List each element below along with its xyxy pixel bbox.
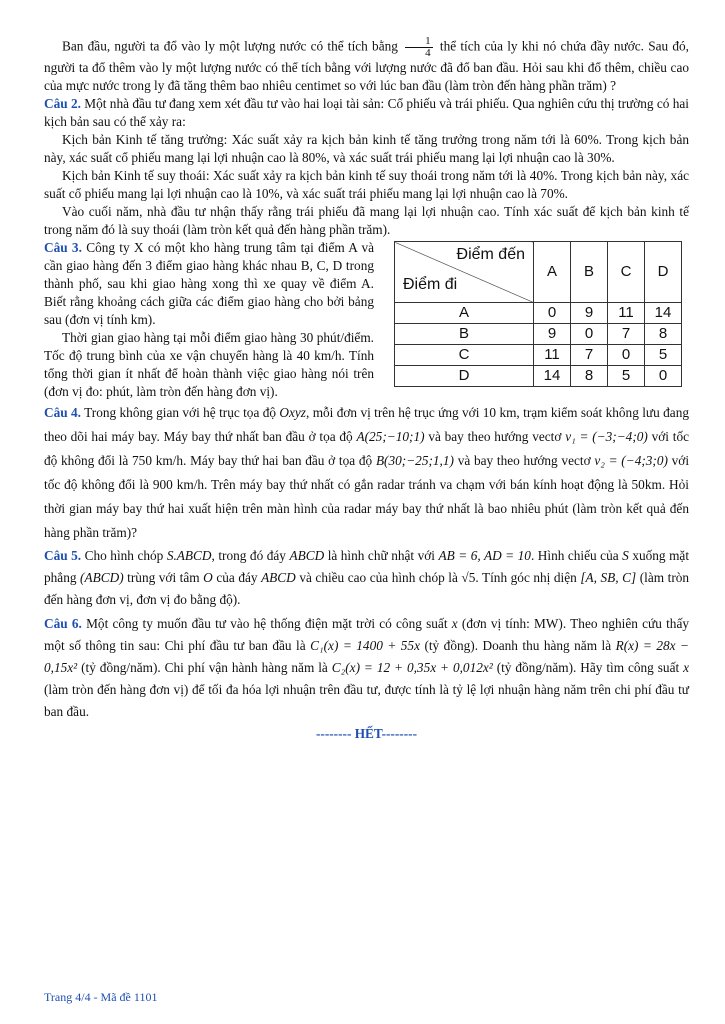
col-header-a: A bbox=[534, 242, 571, 303]
scenario-recession: Kịch bản Kinh tế suy thoái: Xác suất xảy ra kịch bản kinh tế suy thoái trong năm tới là 40%. Trong kịch bản này, xác suất cổ phiếu mang lại lợi nhuận cao là 10%, và xác suất trái phiếu mang lại lợi nhuận cao là 70%. bbox=[44, 168, 689, 201]
q4-text: và bay theo hướng vectơ bbox=[457, 453, 591, 468]
intro-paragraph bbox=[44, 36, 689, 95]
q5-text: Cho hình chóp bbox=[84, 548, 164, 563]
table-row bbox=[395, 324, 682, 345]
row-header-b: B bbox=[395, 324, 534, 345]
page-content bbox=[44, 36, 689, 743]
table-row bbox=[395, 345, 682, 366]
question-3-ask: Thời gian giao hàng tại mỗi điểm giao hàng 30 phút/điểm. Tốc độ trung bình của xe vận chuyển hàng là 40 km/h. Tính tổng thời gian ít nhất để hoàn thành việc giao hàng nói trên (đơn vị đo: phút, làm tròn đến hàng đơn vị). bbox=[44, 330, 374, 399]
q5-text: . Hình chiếu của bbox=[530, 548, 619, 563]
math-apex: S bbox=[622, 548, 629, 563]
q5-text: xuống mặt phẳng bbox=[44, 548, 690, 585]
table-cell: 14 bbox=[534, 366, 571, 387]
distance-table bbox=[394, 241, 682, 387]
fraction-denominator: 4 bbox=[425, 47, 431, 59]
table-cell: 0 bbox=[534, 303, 571, 324]
q5-text: , trong đó đáy bbox=[211, 548, 286, 563]
col-header-c: C bbox=[608, 242, 645, 303]
math-revenue: R(x) = 28x − 0,15x² bbox=[44, 638, 690, 675]
table-cell: 5 bbox=[608, 366, 645, 387]
math-c2: C₂(x) = 12 + 0,35x + 0,012x² bbox=[331, 660, 493, 675]
scenario-growth: Kịch bản Kinh tế tăng trưởng: Xác suất xảy ra kịch bản kinh tế tăng trưởng trong năm tới là 60%. Trong kịch bản này, xác suất cổ phiếu mang lại lợi nhuận cao là 80%, và xác suất trái phiếu mang lại lợi nhuận cao là 30%. bbox=[44, 132, 689, 165]
q6-text: (làm tròn đến hàng đơn vị) để tối đa hóa lợi nhuận trên đầu tư, được tính là tỷ lệ lợi nhuận hàng năm trên chi phí đầu tư ban đầu. bbox=[44, 682, 689, 719]
question-3-block bbox=[44, 239, 689, 401]
question-3 bbox=[44, 239, 374, 329]
question-4-label: Câu 4. bbox=[44, 405, 81, 420]
question-5 bbox=[44, 545, 689, 611]
q4-text: Trong không gian với hệ trục tọa độ bbox=[84, 405, 277, 420]
question-2-label: Câu 2. bbox=[44, 96, 81, 111]
table-cell: 9 bbox=[571, 303, 608, 324]
q4-text: và bay theo hướng vectơ bbox=[428, 429, 562, 444]
math-vector-v2: v₂ = (−4;3;0) bbox=[594, 453, 668, 468]
q6-text: (tỷ đồng/năm). Chi phí vận hành hàng năm là bbox=[81, 660, 328, 675]
page-footer: Trang 4/4 - Mã đề 1101 bbox=[44, 990, 158, 1004]
q5-text: . Tính góc nhị diện bbox=[475, 570, 577, 585]
q6-text: (đơn vị tính: MW). Theo nghiên cứu thấy một số thông tin sau: Chi phí đầu tư ban đầu là bbox=[44, 616, 690, 653]
intro-text-b: thể tích của ly khi nó chứa đầy nước. Sau đó, người ta đổ thêm vào ly một lượng nước có thể tích bằng với lượng nước đã đổ ban đầu. Hỏi sau khi đổ thêm, chiều cao của mực nước trong ly đã tăng thêm bao nhiêu centimet so với lúc ban đầu (làm tròn đến hàng phần trăm) ? bbox=[44, 38, 689, 93]
table-row bbox=[395, 303, 682, 324]
table-cell: 8 bbox=[571, 366, 608, 387]
q6-text: (tỷ đồng/năm). Hãy tìm công suất bbox=[496, 660, 680, 675]
question-5-label: Câu 5. bbox=[44, 548, 82, 563]
q5-text: và chiều cao của hình chóp là bbox=[299, 570, 458, 585]
table-cell: 11 bbox=[534, 345, 571, 366]
table-cell: 7 bbox=[608, 324, 645, 345]
math-base: ABCD bbox=[261, 570, 296, 585]
math-x: x bbox=[683, 660, 690, 675]
table-cell: 9 bbox=[534, 324, 571, 345]
table-cell: 0 bbox=[571, 324, 608, 345]
row-header-a: A bbox=[395, 303, 534, 324]
question-6 bbox=[44, 613, 689, 723]
row-header-d: D bbox=[395, 366, 534, 387]
math-pyramid: S.ABCD bbox=[166, 548, 212, 563]
question-4 bbox=[44, 401, 689, 545]
q6-text: Một công ty muốn đầu tư vào hệ thống điện mặt trời có công suất bbox=[86, 616, 448, 631]
question-3-label: Câu 3. bbox=[44, 240, 82, 255]
table-cell: 11 bbox=[608, 303, 645, 324]
table-row bbox=[395, 366, 682, 387]
question-3-text-column bbox=[44, 239, 374, 401]
math-point-a: A(25;−10;1) bbox=[356, 429, 425, 444]
question-6-label: Câu 6. bbox=[44, 616, 82, 631]
math-center: O bbox=[203, 570, 213, 585]
question-2-text: Một nhà đầu tư đang xem xét đầu tư vào hai loại tài sản: Cổ phiếu và trái phiếu. Qua nghiên cứu thị trường có hai kịch bản sau có thể xảy ra: bbox=[44, 96, 689, 129]
col-header-d: D bbox=[645, 242, 682, 303]
table-cell: 8 bbox=[645, 324, 682, 345]
fraction-one-quarter bbox=[405, 36, 433, 59]
question-2-ask: Vào cuối năm, nhà đầu tư nhận thấy rằng trái phiếu đã mang lại lợi nhuận cao. Tính xác suất để kịch bản kinh tế trong năm đó là suy thoái (làm tròn kết quả đến hàng phần trăm). bbox=[44, 204, 689, 237]
q4-text: với tốc độ không đổi là 900 km/h. Trên máy bay thứ nhất có gắn radar tránh va chạm với bán kính hoạt động là 50km. Hỏi thời gian máy bay thứ hai xuất hiện trên màn hình của radar máy bay thứ nhất là bao nhiêu phút (làm tròn kết quả đến hàng phần trăm)? bbox=[44, 453, 690, 540]
table-cell: 5 bbox=[645, 345, 682, 366]
corner-label-origin: Điểm đi bbox=[403, 276, 458, 293]
table-cell: 7 bbox=[571, 345, 608, 366]
q6-text: (tỷ đồng). Doanh thu hàng năm là bbox=[424, 638, 612, 653]
intro-text-a: Ban đầu, người ta đổ vào ly một lượng nước có thể tích bằng bbox=[62, 38, 398, 54]
table-cell: 0 bbox=[608, 345, 645, 366]
corner-label-destination: Điểm đến bbox=[456, 246, 525, 263]
math-oxyz: Oxyz bbox=[279, 405, 306, 420]
end-marker: -------- HẾT-------- bbox=[315, 726, 418, 741]
math-vector-v1: v₁ = (−3;−4;0) bbox=[565, 429, 648, 444]
distance-table-corner bbox=[395, 242, 534, 303]
math-c1: C₁(x) = 1400 + 55x bbox=[310, 638, 420, 653]
math-height: √5 bbox=[461, 570, 476, 585]
table-cell: 14 bbox=[645, 303, 682, 324]
question-2 bbox=[44, 95, 689, 131]
math-dihedral-angle: [A, SB, C] bbox=[580, 570, 637, 585]
q5-text: trùng với tâm bbox=[127, 570, 200, 585]
q5-text: của đáy bbox=[216, 570, 258, 585]
q5-text: là hình chữ nhật với bbox=[327, 548, 435, 563]
math-dimensions: AB = 6, AD = 10 bbox=[438, 548, 531, 563]
distance-table-header-row bbox=[395, 242, 682, 303]
table-cell: 0 bbox=[645, 366, 682, 387]
col-header-b: B bbox=[571, 242, 608, 303]
fraction-numerator: 1 bbox=[405, 36, 433, 48]
question-3-text: Công ty X có một kho hàng trung tâm tại điểm A và cần giao hàng đến 3 điểm giao hàng khác nhau B, C, D trong thành phố, sau khi giao hàng xong thì xe quay về điểm A. Biết rằng khoảng cách giữa các điểm giao hàng cho bởi bảng sau (đơn vị tính km). bbox=[44, 240, 374, 327]
math-x: x bbox=[451, 616, 458, 631]
math-point-b: B(30;−25;1,1) bbox=[375, 453, 454, 468]
q5-text: (làm tròn đến hàng đơn vị, đơn vị đo bằng độ). bbox=[44, 570, 690, 607]
q4-text: , mỗi đơn vị trên hệ trục ứng với 10 km, trạm kiểm soát không lưu đang theo dõi hai máy bay. Máy bay thứ nhất ban đầu ở tọa độ bbox=[44, 405, 689, 444]
math-base: ABCD bbox=[289, 548, 325, 563]
math-plane: (ABCD) bbox=[80, 570, 124, 585]
row-header-c: C bbox=[395, 345, 534, 366]
q4-text: với tốc độ không đổi là 750 km/h. Máy bay thứ hai ban đầu ở tọa độ bbox=[44, 429, 690, 468]
